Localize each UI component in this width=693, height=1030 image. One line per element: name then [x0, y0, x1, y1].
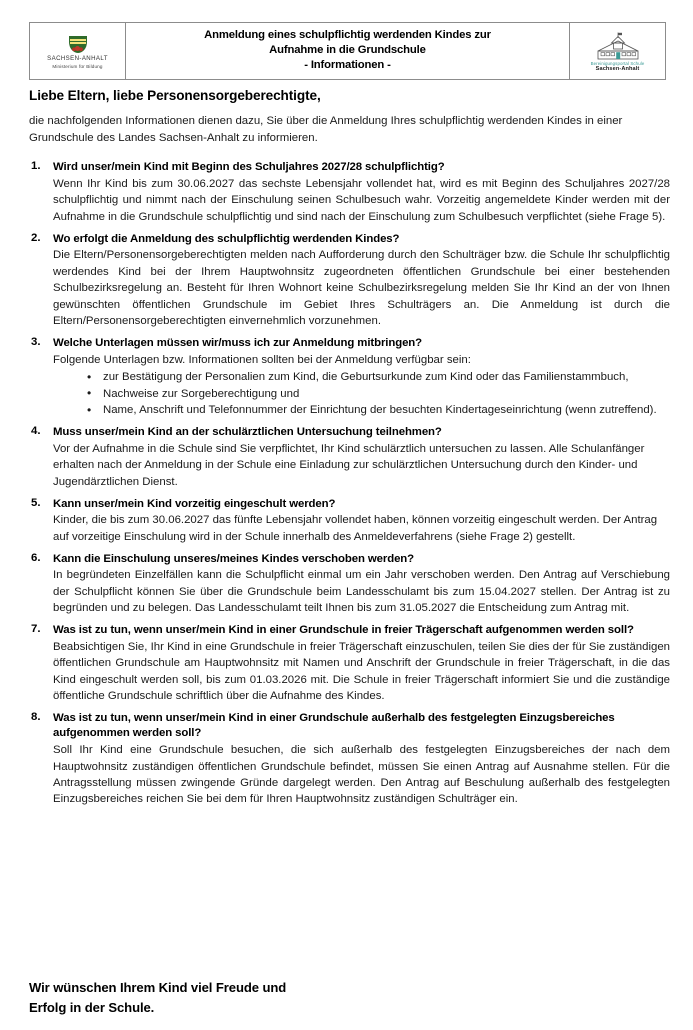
- intro-paragraph: die nachfolgenden Informationen dienen dazu, Sie über die Anmeldung Ihres schulpflichtig werdenden Kindes in einer Grundschule des Landes Sachsen-Anhalt zu informieren.: [29, 115, 623, 144]
- faq-number: 1.: [31, 160, 41, 173]
- faq-number: 7.: [31, 623, 41, 636]
- faq-number: 5.: [31, 496, 41, 509]
- faq-answer: Vor der Aufnahme in die Schule sind Sie verpflichtet, Ihr Kind schulärztlich untersuchen zu lassen. Alle Schulanfänger erhalten nach der Anmeldung in der Schule eine Einladung zur schulärztlichen Untersuchung durch den Kinder- und Jugendärztlichen Dienst.: [53, 442, 645, 488]
- faq-number: 8.: [31, 711, 41, 724]
- header-cell-logo-right: [570, 23, 666, 80]
- faq-number: 3.: [31, 336, 41, 348]
- crest-bar-top: [70, 39, 86, 41]
- faq-number: 2.: [31, 231, 41, 244]
- faq-item: [29, 552, 670, 617]
- document-title: [126, 25, 569, 77]
- coat-of-arms-icon: [69, 36, 87, 53]
- faq-bullet-item: • Nachweise zur Sorgeberechtigung und: [87, 386, 670, 402]
- faq-item: [29, 711, 670, 808]
- salutation: Liebe Eltern, liebe Personensorgeberechtigte,: [29, 88, 321, 103]
- faq-item: [29, 623, 670, 704]
- faq-answer: Kinder, die bis zum 30.06.2027 das fünfte Lebensjahr vollendet haben, können vorzeitig eingeschult werden. Der Antrag auf vorzeitige Einschulung wird in der Schule innerhalb des Anmeldeverfahrens (siehe Frage 2) gestellt.: [53, 514, 658, 543]
- crest-bar-bottom: [70, 42, 86, 44]
- faq-item: [29, 425, 670, 490]
- crest-rose: [75, 46, 80, 51]
- faq-bullet-list: [53, 369, 670, 418]
- faq-question: Wird unser/mein Kind mit Beginn des Schuljahres 2027/28 schulpflichtig?: [53, 161, 445, 174]
- header-row: [30, 23, 666, 80]
- sachsen-anhalt-logo: [31, 33, 124, 69]
- header-cell-title: [126, 23, 570, 80]
- closing-block: [29, 978, 670, 1019]
- faq-answer: Wenn Ihr Kind bis zum 30.06.2027 das sechste Lebensjahr vollendet hat, wird es mit Beginn des Schuljahres 2027/28 schulpflichtig und nimmt nach der Einschulung seinen Schulbesuch wahr. Vorzeitig angemeldete Kinder werden mit der Aufnahme in die Grundschule schulpflichtig und sind nach der Einschulung zum Schulbesuch verpflichtet (siehe Frage 5).: [53, 177, 670, 223]
- logo-left-subtitle: Ministerium für Bildung: [52, 63, 103, 69]
- faq-answer: Beabsichtigen Sie, Ihr Kind in eine Grundschule in freier Trägerschaft einzuschulen, teilen Sie dies der für Sie zuständigen öffentlichen Grundschule am Hauptwohnsitz mit Namen und Anschrift der Grundschule in freier Trägerschaft, in die das Kind eingeschult werden soll, bis zum 01.03.2026 mit. Die Schule in freier Trägerschaft informiert Sie und die zuständige öffentliche Grundschule schriftlich über die Aufnahme des Kindes.: [53, 640, 670, 703]
- faq-question: Wo erfolgt die Anmeldung des schulpflichtig werdenden Kindes?: [53, 232, 400, 245]
- faq-item: [29, 497, 670, 546]
- closing-line-1: Wir wünschen Ihrem Kind viel Freude und: [29, 980, 287, 995]
- logo-right-line-1: Bereinigungsportal Schule: [590, 60, 645, 66]
- school-building-icon: [590, 32, 646, 61]
- document-title-line-2: Aufnahme in die Grundschule: [269, 43, 426, 56]
- faq-answer: Die Eltern/Personensorgeberechtigten melden nach Aufforderung durch den Schulträger bzw. die Schule Ihr schulpflichtig werdendes Kind bei der Ihrem Hauptwohnsitz zugeordneten öffentlichen Grundschule bei einer bestehenden Schulbezirksregelung an. Besteht für Ihren Wohnort keine Schulbezirksregelung melden Sie Ihr Kind an der von Ihnen gewünschten öffentlichen Grundschule im Gebiet Ihres Schulträgers an. Die Anmeldung ist durch die Eltern/Personensorgeberechtigten einvernehmlich vorzunehmen.: [53, 249, 670, 328]
- faq-question: Was ist zu tun, wenn unser/mein Kind in einer Grundschule in freier Trägerschaft aufgenommen werden soll?: [53, 624, 634, 637]
- bildungsportal-logo: [578, 30, 658, 73]
- faq-item: [29, 336, 670, 418]
- faq-answer: Folgende Unterlagen bzw. Informationen sollten bei der Anmeldung verfügbar sein:: [53, 353, 471, 366]
- faq-answer: In begründeten Einzelfällen kann die Schulpflicht einmal um ein Jahr verschoben werden. Den Antrag auf Verschiebung der Schulpflicht können Sie über die Grundschule beim Landesschulamt bis zum 15.04.2027 stellen. Der Antrag ist zu begründen und zu belegen. Das Landesschulamt teilt Ihnen bis zum 31.05.2027 die Entscheidung zum Antrag mit.: [53, 569, 670, 615]
- document-title-line-1: Anmeldung eines schulpflichtig werdenden Kindes zur: [204, 28, 491, 41]
- document-title-line-3: - Informationen -: [304, 59, 391, 71]
- header-cell-logo-left: [30, 23, 126, 80]
- faq-number: 4.: [31, 424, 41, 437]
- faq-question: Welche Unterlagen müssen wir/muss ich zur Anmeldung mitbringen?: [53, 337, 423, 349]
- faq-bullet-item: • zur Bestätigung der Personalien zum Kind, die Geburtsurkunde zum Kind oder das Familienstammbuch,: [87, 369, 670, 385]
- document-body: [29, 88, 670, 814]
- document-header-table: [29, 22, 666, 80]
- faq-question: Kann unser/mein Kind vorzeitig eingeschult werden?: [53, 497, 336, 510]
- faq-question: Kann die Einschulung unseres/meines Kindes verschoben werden?: [53, 552, 415, 565]
- faq-question: Muss unser/mein Kind an der schulärztlichen Untersuchung teilnehmen?: [53, 425, 442, 438]
- faq-answer: Soll Ihr Kind eine Grundschule besuchen, die sich außerhalb des festgelegten Einzugsbereiches der nach dem Hauptwohnsitz zuständigen öffentlichen Grundschule befindet, müssen Sie einen Antrag auf Ausnahme stellen. Für die Antragsstellung müssen zwingende Gründe dargelegt werden. Den Antrag auf Beschulung außerhalb des festgelegten Einzugsbereiches reichen Sie bei dem für Ihren Hauptwohnsitz zuständigen Schulträger ein.: [53, 744, 670, 806]
- faq-question: Was ist zu tun, wenn unser/mein Kind in einer Grundschule außerhalb des festgelegten Einzugsbereiches aufgenommen werden soll?: [53, 712, 615, 740]
- faq-bullet-item: • Name, Anschrift und Telefonnummer der Einrichtung der besuchten Kindertageseinrichtung (wenn zutreffend).: [87, 402, 670, 418]
- faq-list: [29, 160, 670, 808]
- faq-item: [29, 232, 670, 330]
- logo-left-name: SACHSEN-ANHALT: [47, 55, 108, 63]
- logo-right-line-2: Sachsen-Anhalt: [595, 66, 640, 73]
- faq-item: [29, 160, 670, 225]
- faq-number: 6.: [31, 551, 41, 564]
- closing-line-2: Erfolg in der Schule.: [29, 1000, 155, 1016]
